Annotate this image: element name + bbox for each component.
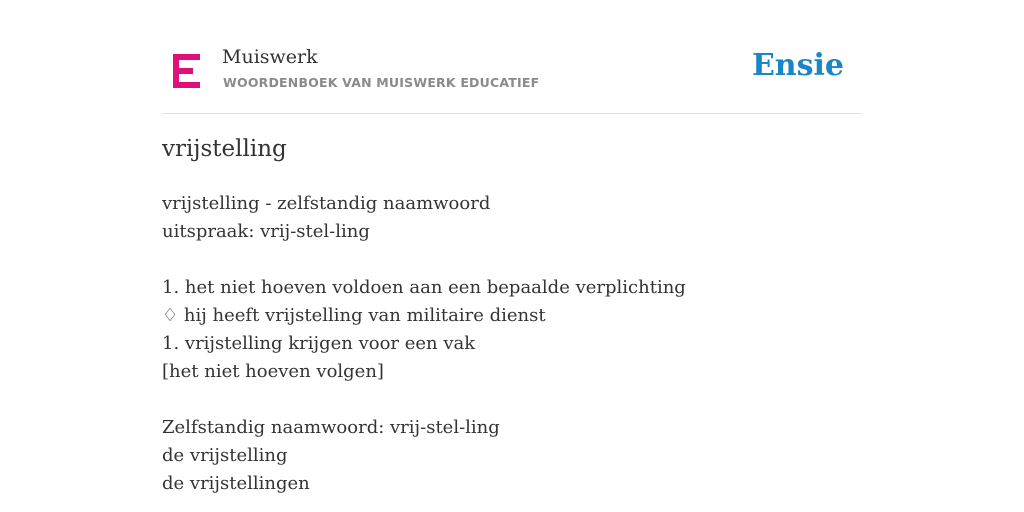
- ensie-brand-logo[interactable]: Ensie: [751, 48, 844, 83]
- entry-line: vrijstelling - zelfstandig naamwoord: [162, 193, 491, 214]
- entry-line: [162, 386, 862, 414]
- site-name-link[interactable]: Muiswerk: [222, 46, 318, 68]
- entry-line: ♢ hij heeft vrijstelling van militaire dienst: [162, 305, 546, 326]
- entry-line: de vrijstellingen: [162, 473, 310, 494]
- site-header: [162, 40, 862, 114]
- entry-line: de vrijstelling: [162, 445, 288, 466]
- entry-line: 1. vrijstelling krijgen voor een vak: [162, 333, 476, 354]
- entry-line: 1. het niet hoeven voldoen aan een bepaalde verplichting: [162, 277, 686, 298]
- entry-content: [162, 190, 862, 498]
- entry-line: [162, 246, 862, 274]
- site-subtitle: WOORDENBOEK VAN MUISWERK EDUCATIEF: [223, 75, 540, 90]
- entry-line: uitspraak: vrij-stel-ling: [162, 221, 370, 242]
- logo-bar-bottom: [173, 82, 200, 88]
- entry-line: [het niet hoeven volgen]: [162, 361, 384, 382]
- logo-bar-top: [173, 54, 200, 60]
- entry-line: Zelfstandig naamwoord: vrij-stel-ling: [162, 417, 500, 438]
- entry-title: vrijstelling: [162, 136, 287, 162]
- muiswerk-logo-icon[interactable]: [173, 54, 200, 88]
- logo-bar-middle: [173, 68, 193, 74]
